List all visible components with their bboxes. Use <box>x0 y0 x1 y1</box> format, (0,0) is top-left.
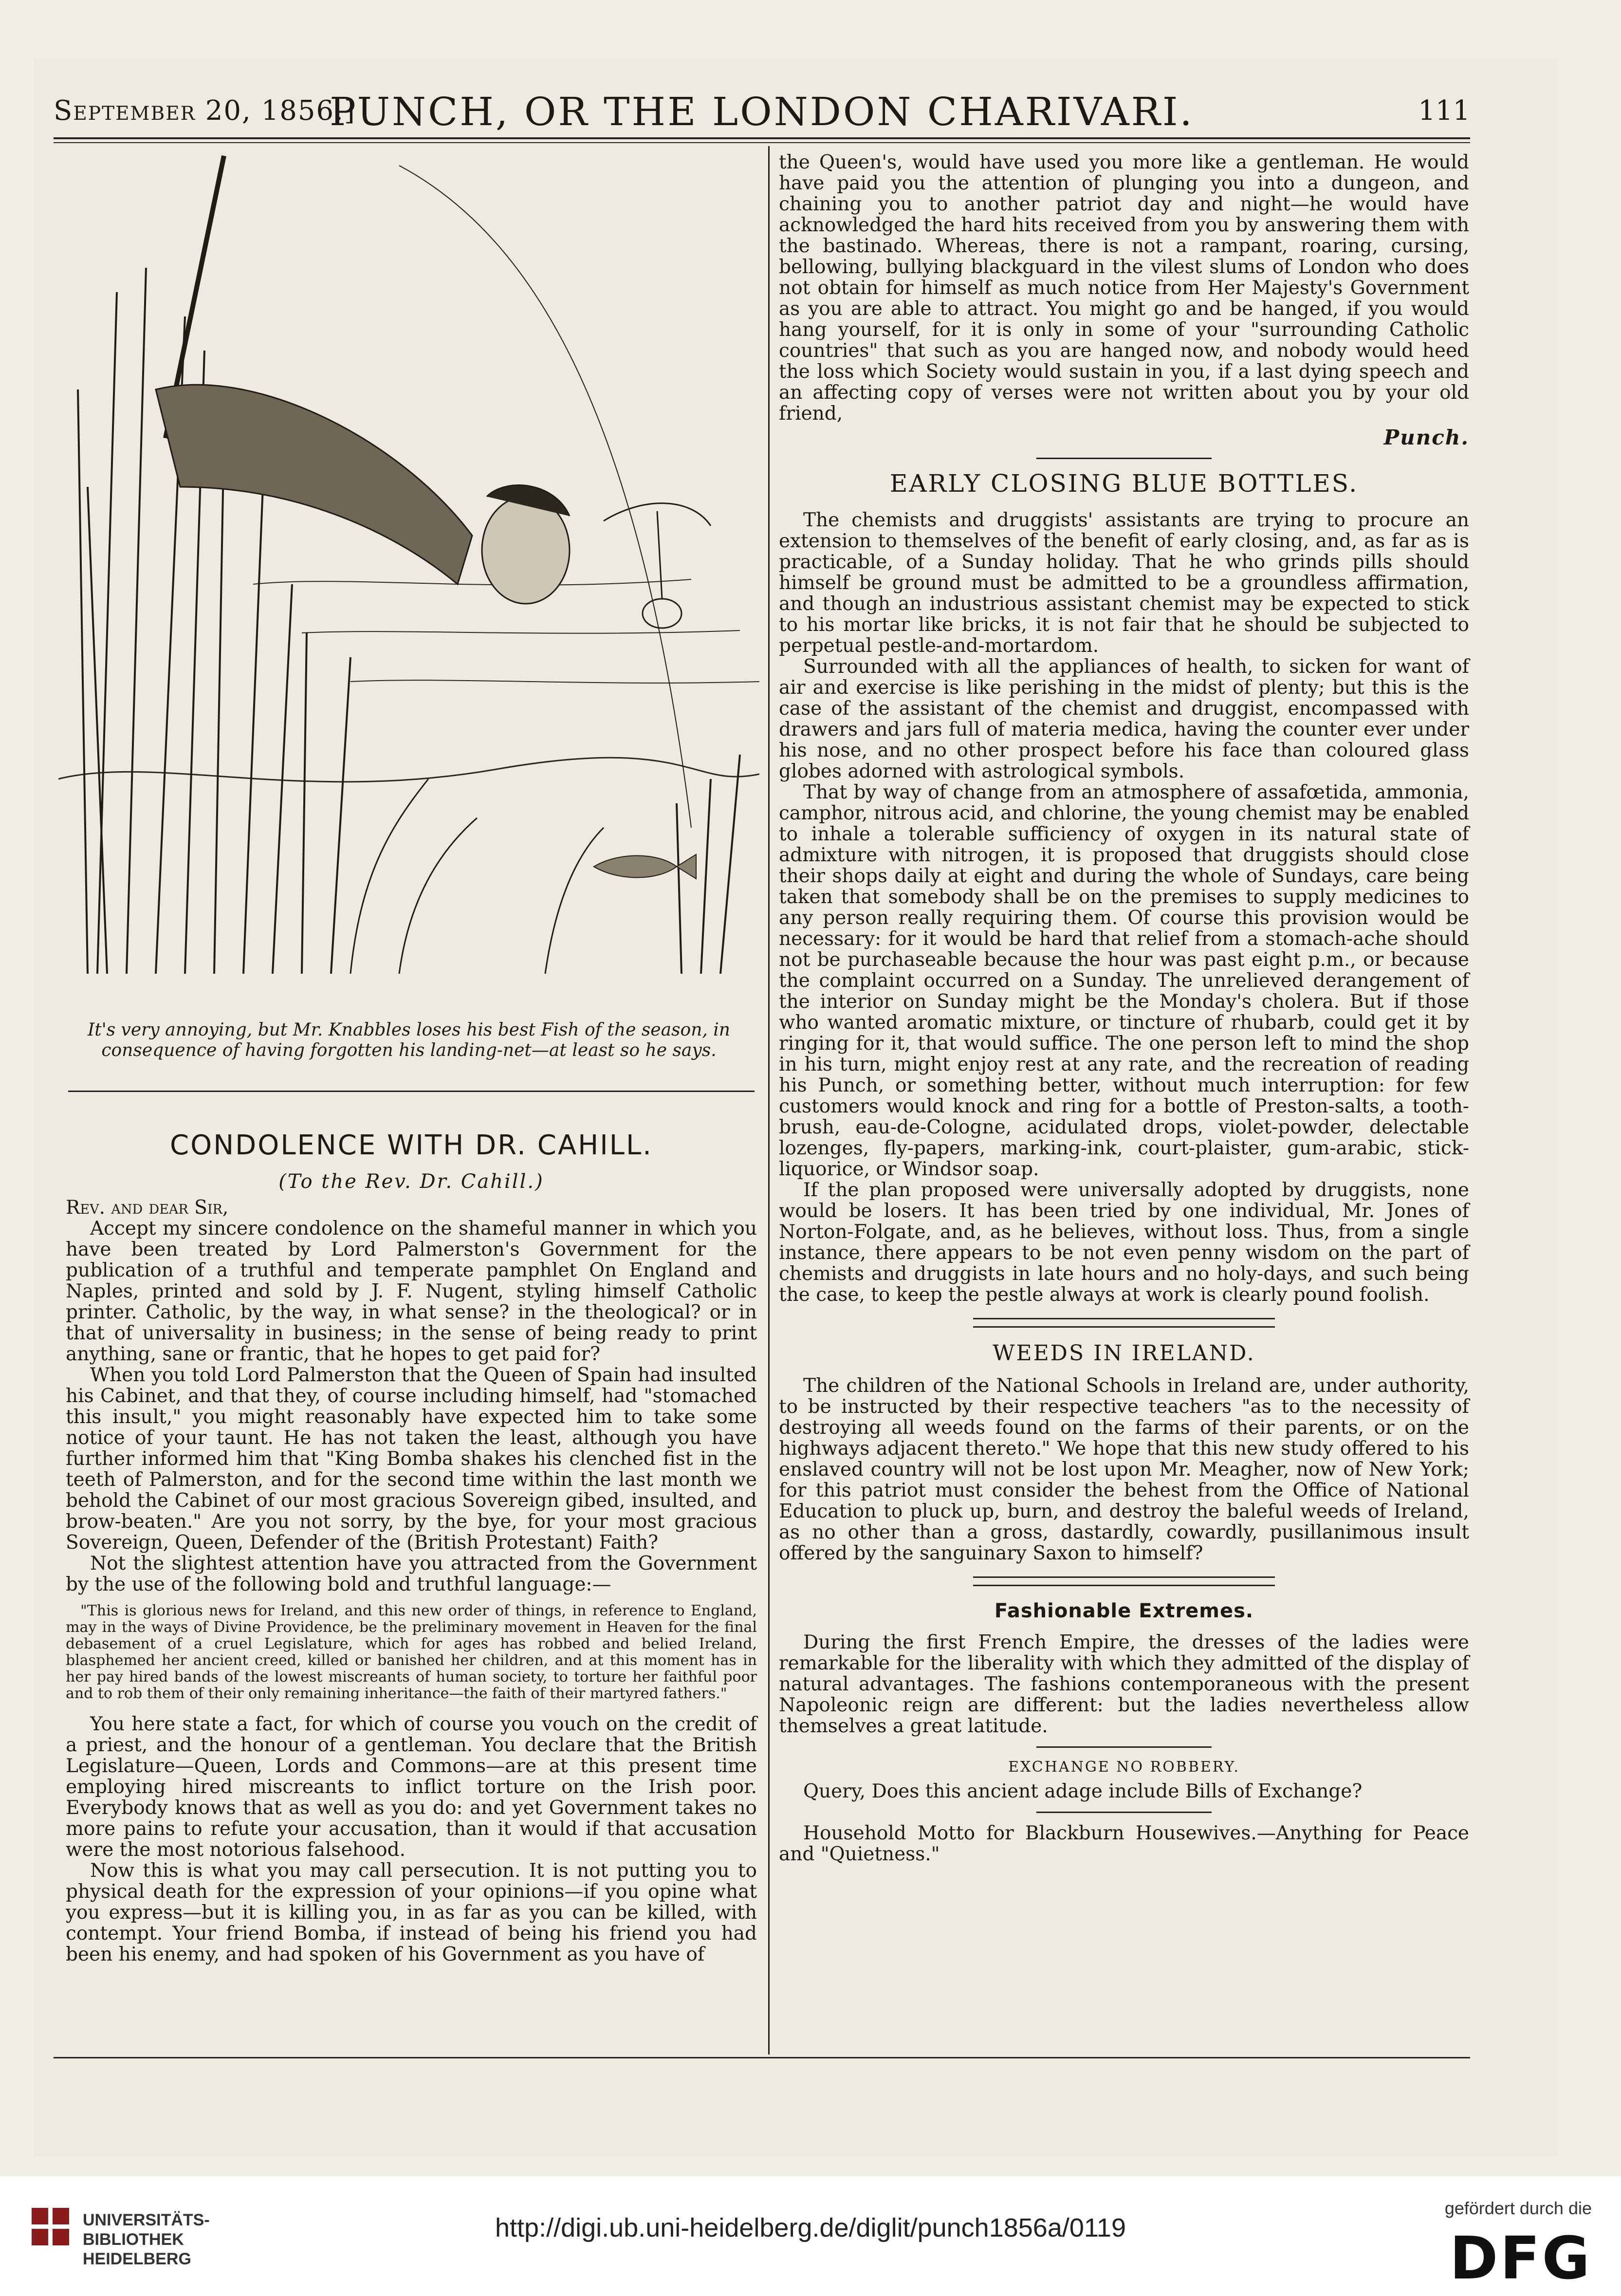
header-rule-thin <box>54 142 1470 143</box>
blue-bottles-paragraph: Surrounded with all the appliances of health, to sicken for want of air and exercise is like perishing in the midst of plenty; but this is the case of the assistant of the chemist and druggist, encompassed with drawers and jars full of materia medica, having the counter ever under his nose, and no other prospect before his face than coloured glass globes adorned with astrological symbols. <box>779 656 1469 782</box>
article-separator <box>1036 1746 1212 1748</box>
page-number: 111 <box>1418 95 1470 127</box>
issue-date: September 20, 1856.] <box>54 95 356 127</box>
condolence-title: CONDOLENCE WITH DR. CAHILL. <box>170 1129 653 1161</box>
article-separator <box>973 1318 1275 1328</box>
university-line: HEIDELBERG <box>83 2250 191 2268</box>
condolence-paragraph: You here state a fact, for which of course you vouch on the credit of a priest, and the honour of a gentleman. You declare that the British Legislature—Queen, Lords and Commons—are at this present time employing hired miscreants to inflict torture on the Irish poor. Everybody knows that as well as you do: and yet Government takes no more pains to refute your accusation, than it would if that accusation were the most notorious falsehood. <box>66 1713 757 1861</box>
digitization-footer <box>0 2176 1621 2296</box>
weeds-title: WEEDS IN IRELAND. <box>993 1341 1255 1366</box>
condolence-continuation: the Queen's, would have used you more like a gentleman. He would have paid you the attention of plunging you into a dungeon, and chaining you to another patriot day and night—he would have acknowledged the hard hits received from you by answering them with the bastinado. Whereas, there is not a rampant, roaring, cursing, bellowing, bullying blackguard in the vilest slums of London who does not obtain for himself as much notice from Her Majesty's Government as you are able to attract. You might go and be hanged, if you would hang yourself, for it is only in some of your "surrounding Catholic countries" that such as you are hanged now, and nobody would heed the loss which Society would sustain in you, if a last dying speech and an affecting copy of verses were not written about you by your old friend, <box>779 151 1469 425</box>
condolence-paragraph: Accept my sincere condolence on the shameful manner in which you have been treated by Lord Palmerston's Government for the publication of a truthful and temperate pamphlet On England and Naples, printed and sold by J. F. Nugent, styling himself Catholic printer. Catholic, by the way, in what sense? in the theological? or in that of universality in business; in the sense of being ready to print anything, sane or frantic, that he hopes to get paid for? <box>66 1218 757 1365</box>
university-line: BIBLIOTHEK <box>83 2230 184 2249</box>
blue-bottles-title: EARLY CLOSING BLUE BOTTLES. <box>889 469 1359 498</box>
weeds-paragraph: The children of the National Schools in Ireland are, under authority, to be instructed by their respective teachers "as to the necessity of destroying all weeds found on the farms of their parents, or on the highways adjacent thereto." We hope that this new study offered to his enslaved country will not be lost upon Mr. Meagher, now of New York; for this patriot must consider the behest from the Office of National Education to pluck up, burn, and destroy the baleful weeds of Ireland, as no other than a gross, dastardly, cowardly, pusillanimous insult offered by the sanguinary Saxon to himself? <box>779 1375 1469 1564</box>
page-header <box>54 85 1470 139</box>
funding-label: gefördert durch die <box>1444 2198 1592 2218</box>
article-separator <box>1036 1812 1212 1813</box>
right-column <box>779 152 1469 1865</box>
column-divider <box>768 146 770 2055</box>
condolence-salutation: Rev. and dear Sir, <box>66 1197 229 1219</box>
blue-bottles-paragraph: If the plan proposed were universally adopted by druggists, none would be losers. It has been tried by one individual, Mr. Jones of Norton-Folgate, and, as he believes, without loss. Thus, from a single instance, there appears to be not even penny wisdom on the part of chemists and druggists in late hours and no holy-days, and such being the case, to keep the pestle always at work is clearly pound foolish. <box>779 1179 1469 1306</box>
condolence-paragraph: When you told Lord Palmerston that the Queen of Spain had insulted his Cabinet, and that they, of course including himself, had "stomached this insult," you might reasonably have expected him to take some notice of your taunt. He has not taken the least, although you have further informed him that "King Bomba shakes his clenched fist in the teeth of Palmerston, and for the second time within the last month we behold the Cabinet of our most gracious Sovereign gibed, insulted, and brow-beaten." Are you not sorry, by the bye, for your most gracious Sovereign, Queen, Defender of the (British Protestant) Faith? <box>66 1364 757 1554</box>
condolence-paragraph: Now this is what you may call persecution. It is not putting you to physical death for the expression of your opinions—if you opine what you express—but it is killing you, in as far as you can be killed, with contempt. Your friend Bomba, if instead of being his friend you had been his enemy, and had spoken of his Government as you have of <box>66 1860 757 1965</box>
household-motto: Household Motto for Blackburn Housewives.—Anything for Peace and "Quietness." <box>779 1822 1469 1865</box>
header-rule <box>54 137 1470 139</box>
fashion-paragraph: During the first French Empire, the dresses of the ladies were remarkable for the liberality with which they admitted of the display of natural advantages. The fashions contemporaneous with the present Napoleonic reign are different: but the ladies nevertheless allow themselves a great latitude. <box>779 1631 1469 1737</box>
caption-rule <box>68 1091 755 1092</box>
fashion-title: Fashionable Extremes. <box>994 1600 1254 1622</box>
exchange-title: EXCHANGE NO ROBBERY. <box>1008 1759 1240 1776</box>
blue-bottles-paragraph: The chemists and druggists' assistants are trying to procure an extension to themselves of the benefit of early closing, and, as far as is practicable, of a Sunday holiday. That he who grinds pills should himself be ground must be admitted to be a groundless affirmation, and though an industrious assistant chemist may be expected to stick to his mortar like bricks, it is not fair that he should be subjected to perpetual pestle-and-mortardom. <box>779 509 1469 657</box>
blue-bottles-paragraph: That by way of change from an atmosphere of assafœtida, ammonia, camphor, nitrous acid, and chlorine, the young chemist may be enabled to inhale a tolerable sufficiency of oxygen in its natural state of admixture with nitrogen, it is proposed that druggists should close their shops daily at eight and during the whole of Sundays, care being taken that somebody shall be on the premises to supply medicines to any person really requiring them. Of course this provision would be necessary: for it would be hard that relief from a stomach-ache should not be purchaseable because the hour was past eight p.m., or because the complaint occurred on a Sunday. The unrelieved derangement of the interior on Sunday might be the Monday's cholera. But if those who wanted aromatic mixture, or tincture of rhubarb, could get it by ringing for it, that would suffice. The one person left to mind the shop in his turn, might enjoy rest at any rate, and the recreation of reading his Punch, or something better, without much interruption: for few customers would knock and ring for a bottle of Preston-salts, a tooth-brush, eau-de-Cologne, acidulated drops, violet-powder, delectable lozenges, fly-papers, marking-ink, court-plaister, gum-arabic, stick-liquorice, or Windsor soap. <box>779 781 1469 1180</box>
exchange-paragraph: Query, Does this ancient adage include Bills of Exchange? <box>803 1780 1363 1802</box>
dfg-logo: DFG <box>1449 2225 1592 2293</box>
condolence-addressee: (To the Rev. Dr. Cahill.) <box>278 1170 544 1193</box>
article-separator <box>973 1576 1275 1586</box>
punch-signature: Punch. <box>1383 426 1469 449</box>
footer-rule <box>54 2057 1470 2058</box>
article-separator <box>1036 458 1212 459</box>
source-url-link[interactable]: http://digi.ub.uni-heidelberg.de/diglit/punch1856a/0119 <box>495 2213 1126 2242</box>
fishing-illustration <box>58 146 759 1003</box>
left-column <box>66 1120 757 1965</box>
university-line: UNIVERSITÄTS- <box>83 2211 210 2229</box>
condolence-paragraph: Not the slightest attention have you attracted from the Government by the use of the following bold and truthful language:— <box>66 1553 757 1595</box>
illustration-caption: It's very annoying, but Mr. Knabbles loses his best Fish of the season, in consequence of having forgotten his landing-net—at least so he says. <box>88 1020 730 1060</box>
publication-title: PUNCH, OR THE LONDON CHARIVARI. <box>330 89 1194 134</box>
condolence-quotation: "This is glorious news for Ireland, and this new order of things, in reference to England, may in the ways of Divine Providence, be the preliminary movement in Heaven for the final debasement of a cruel Legislature, which for ages has robbed and belied Ireland, blasphemed her ancient creed, killed or banished her children, and at this moment has in her pay hired bands of the lowest miscreants of human society, to torture her faithful poor and to rob them of their only remaining inheritance—the faith of their martyred fathers." <box>66 1602 757 1702</box>
